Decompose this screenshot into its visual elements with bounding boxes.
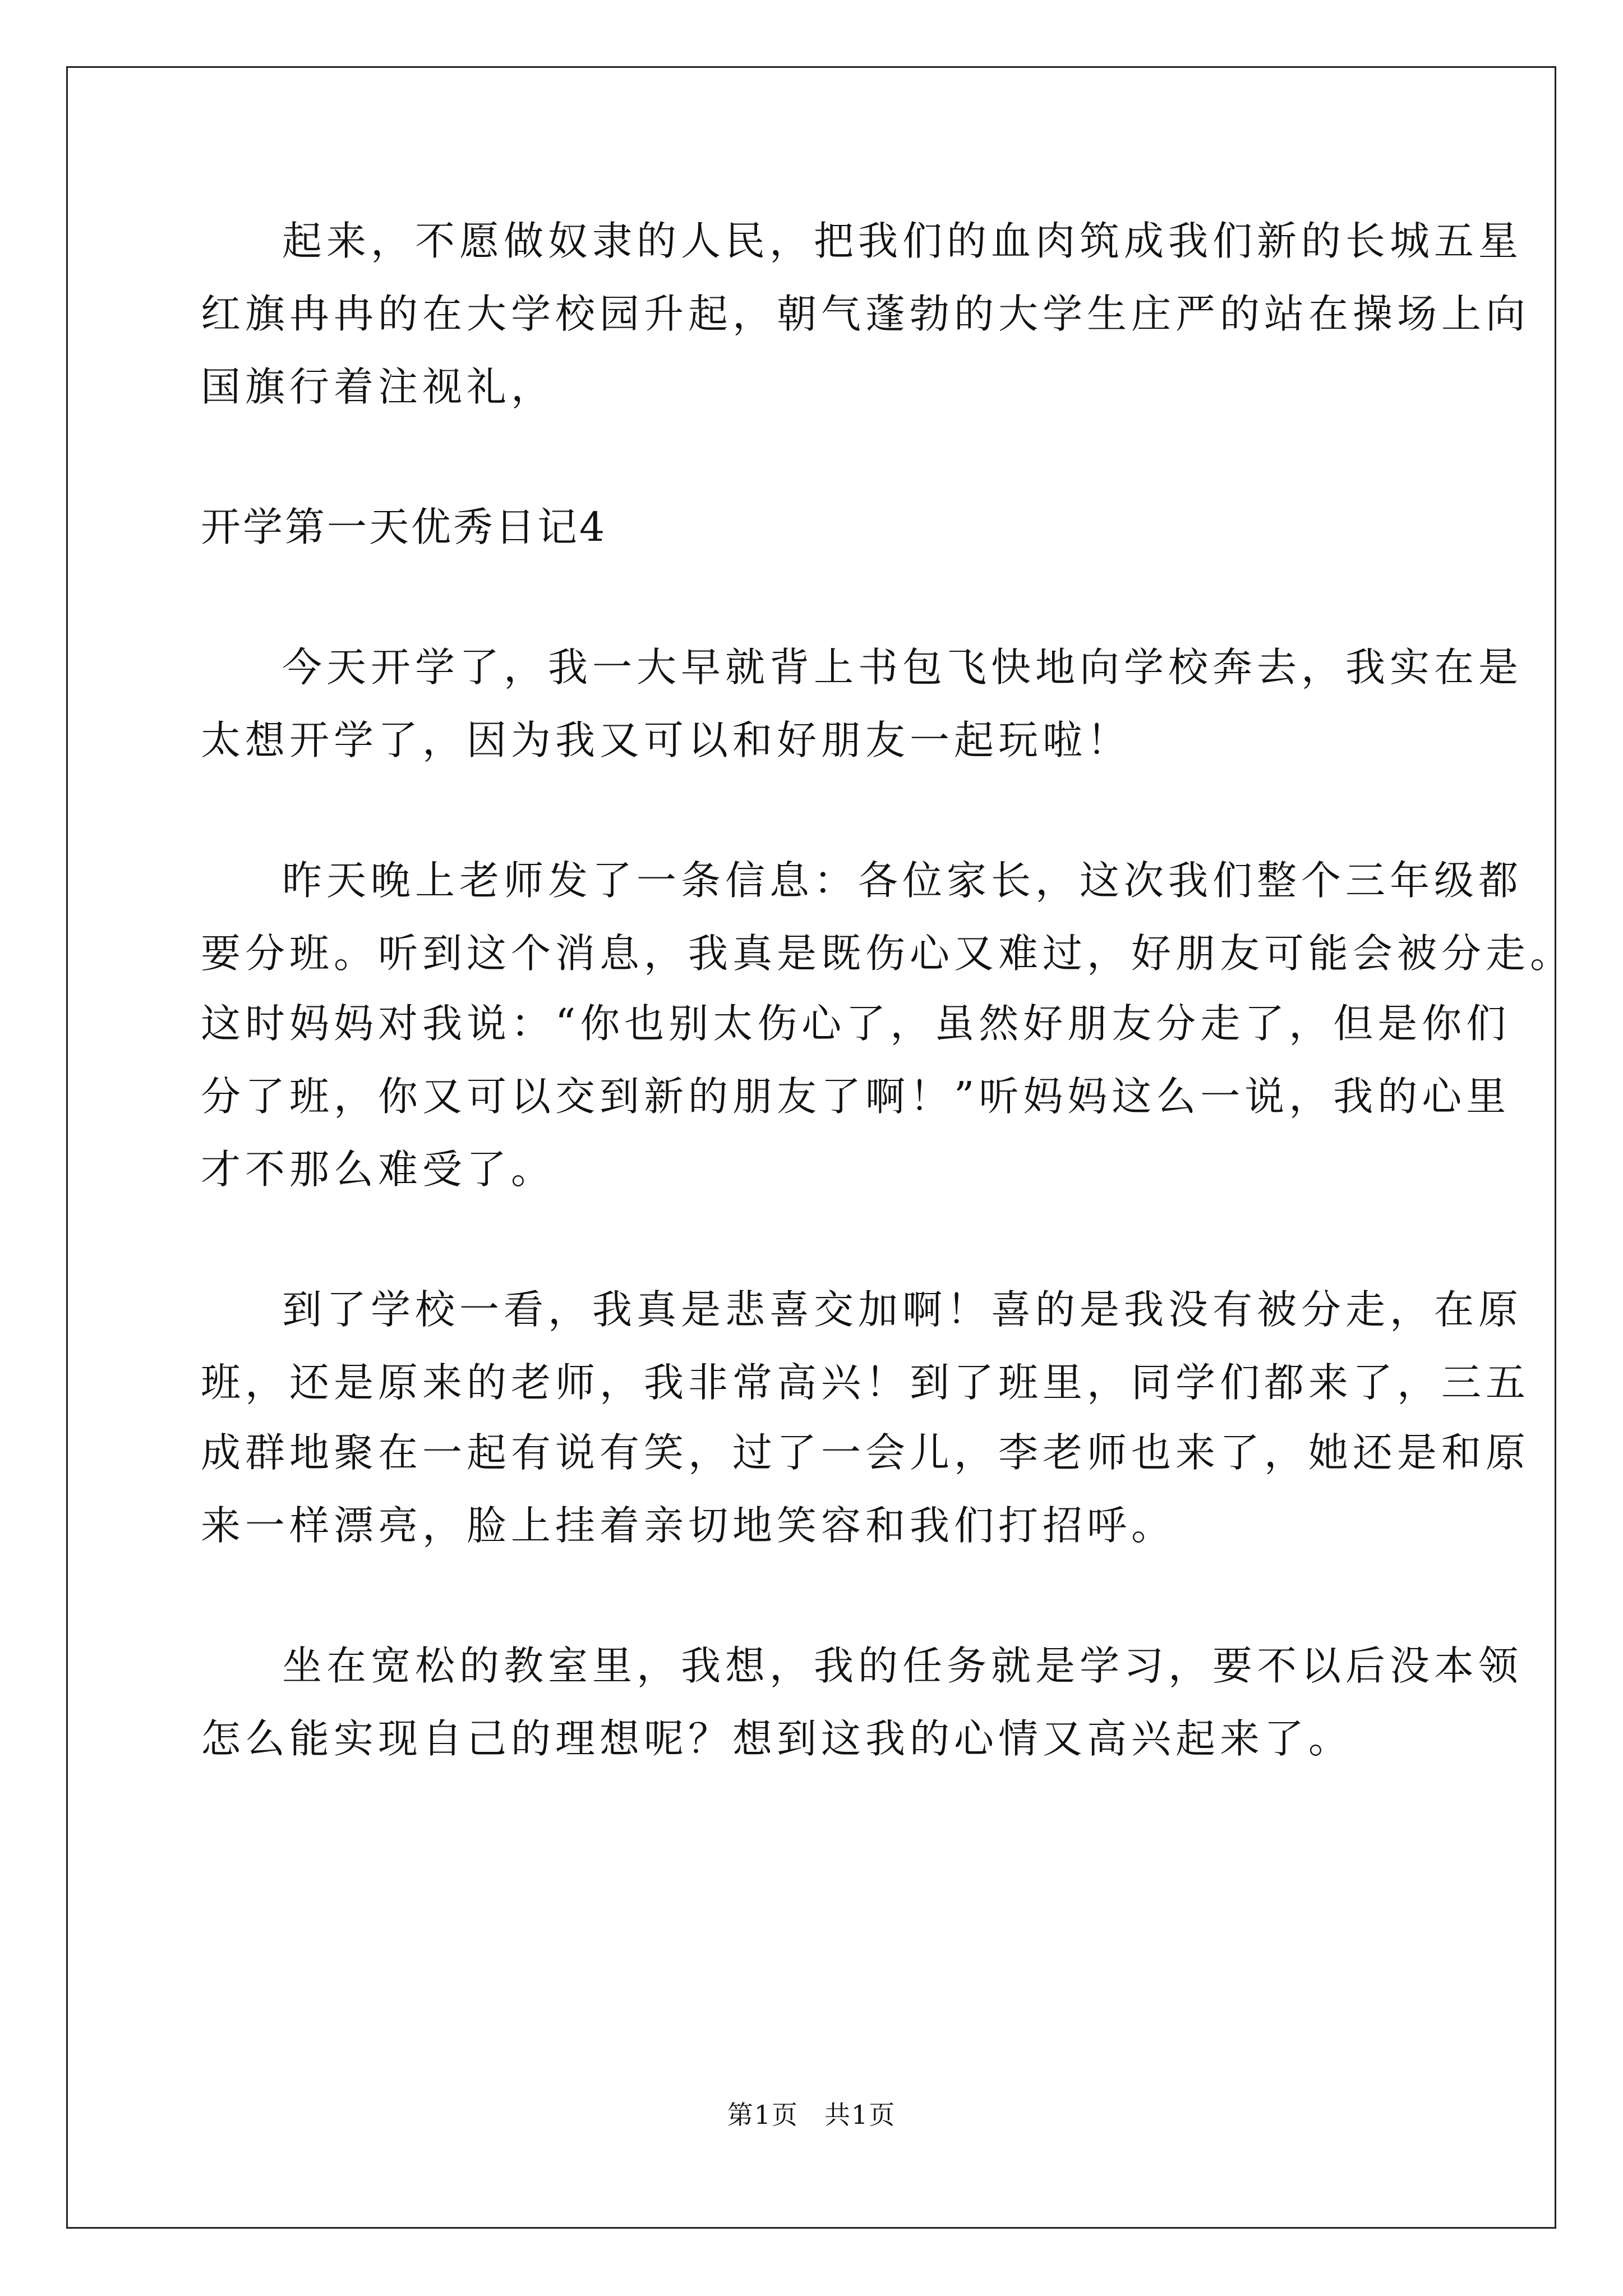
text-line: 坐在宽松的教室里，我想，我的任务就是学习，要不以后没本领 bbox=[282, 1642, 1523, 1689]
text-line: 这时妈妈对我说：“你也别太伤心了，虽然好朋友分走了，但是你们 bbox=[201, 1000, 1511, 1047]
text-line: 才不那么难受了。 bbox=[201, 1146, 556, 1193]
text-line: 班，还是原来的老师，我非常高兴！到了班里，同学们都来了，三五 bbox=[201, 1359, 1530, 1406]
page-footer bbox=[0, 2098, 1623, 2132]
text-line: 来一样漂亮，脸上挂着亲切地笑容和我们打招呼。 bbox=[201, 1502, 1176, 1549]
text-line: 要分班。听到这个消息，我真是既伤心又难过，好朋友可能会被分走。 bbox=[201, 930, 1575, 977]
text-line: 怎么能实现自己的理想呢？想到这我的心情又高兴起来了。 bbox=[201, 1715, 1353, 1762]
text-line: 国旗行着注视礼， bbox=[201, 364, 556, 410]
page-total: 共1页 bbox=[824, 2100, 896, 2130]
text-line: 今天开学了，我一大早就背上书包飞快地向学校奔去，我实在是 bbox=[282, 644, 1523, 691]
page-number: 第1页 bbox=[727, 2100, 799, 2130]
text-line: 太想开学了，因为我又可以和好朋友一起玩啦！ bbox=[201, 717, 1132, 763]
text-line: 分了班，你又可以交到新的朋友了啊！”听妈妈这么一说，我的心里 bbox=[201, 1073, 1511, 1120]
text-line: 成群地聚在一起有说有笑，过了一会儿，李老师也来了，她还是和原 bbox=[201, 1429, 1530, 1476]
text-line: 起来，不愿做奴隶的人民，把我们的血肉筑成我们新的长城五星 bbox=[282, 218, 1523, 264]
text-line: 昨天晚上老师发了一条信息：各位家长，这次我们整个三年级都 bbox=[282, 857, 1523, 904]
section-heading: 开学第一天优秀日记4 bbox=[201, 504, 607, 550]
text-line: 红旗冉冉的在大学校园升起，朝气蓬勃的大学生庄严的站在操场上向 bbox=[201, 291, 1530, 337]
text-line: 到了学校一看，我真是悲喜交加啊！喜的是我没有被分走，在原 bbox=[282, 1286, 1523, 1333]
